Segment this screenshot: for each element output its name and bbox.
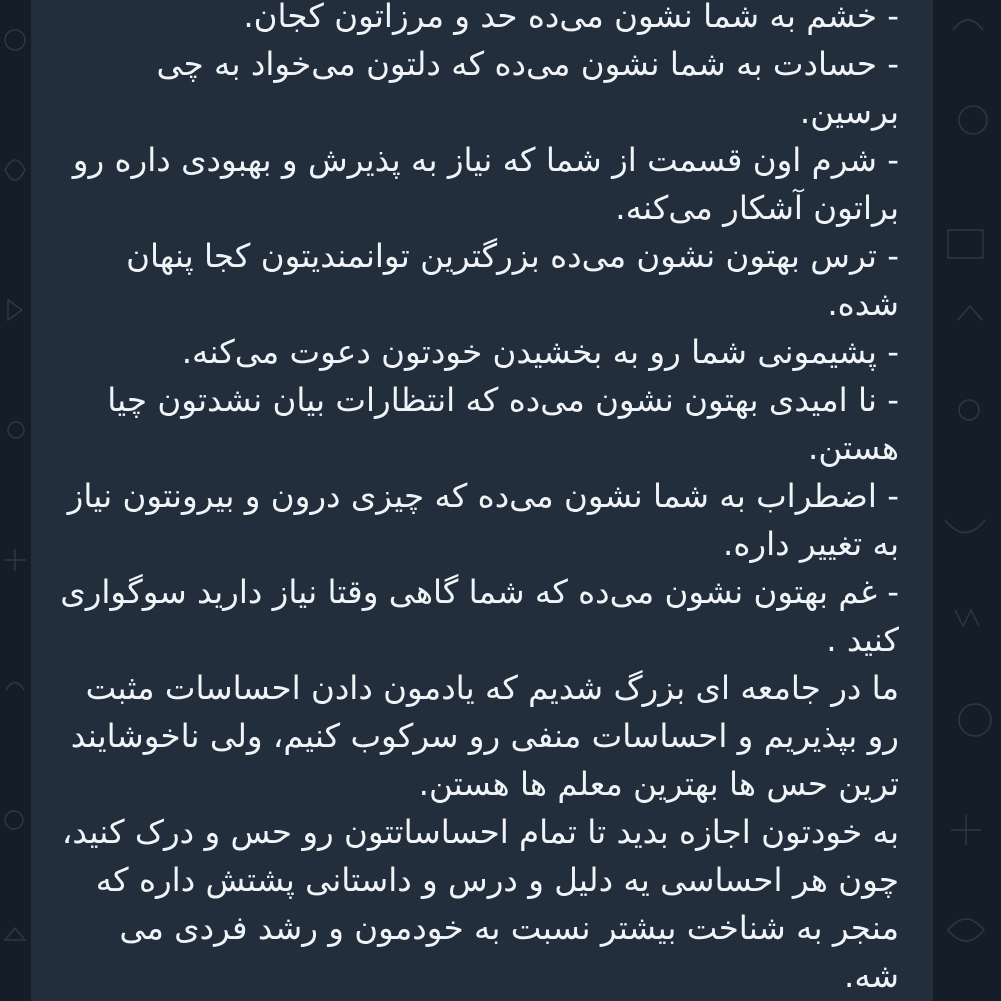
message-line: - غم بهتون نشون می‌ده که شما گاهی وقتا نیاز دارید سوگواری کنید .: [60, 573, 899, 659]
message-line: - پشیمونی شما رو به بخشیدن خودتون دعوت می‌کنه.: [181, 333, 899, 371]
chat-wallpaper-doodles-right: [933, 0, 1001, 1001]
chat-wallpaper-doodles-left: [0, 0, 31, 1001]
message-line: - نا امیدی بهتون نشون می‌ده که انتظارات بیان نشدتون چیا هستن.: [107, 381, 899, 467]
message-text: [31, 0, 899, 1000]
message-bubble[interactable]: [31, 0, 933, 1001]
message-line: ما در جامعه ای بزرگ شدیم که یادمون دادن احساسات مثبت رو بپذیریم و احساسات منفی رو سرکوب کنیم، ولی ناخوشایند ترین حس ها بهترین معلم ها هستن.: [70, 669, 899, 803]
message-line: - حسادت به شما نشون می‌ده که دلتون می‌خواد به چی برسین.: [156, 45, 899, 131]
message-line: - ترس بهتون نشون می‌ده بزرگترین توانمندیتون کجا پنهان شده.: [126, 237, 899, 323]
message-line: - شرم اون قسمت از شما که نیاز به پذیرش و بهبودی داره رو براتون آشکار می‌کنه.: [72, 141, 899, 227]
message-line: به خودتون اجازه بدید تا تمام احساساتتون رو حس و درک کنید، چون هر احساسی یه دلیل و درس و داستانی پشتش داره که منجر به شناخت بیشتر نسبت به خودمون و رشد فردی می شه.: [61, 813, 899, 995]
message-line: - اضطراب به شما نشون می‌ده که چیزی درون و بیرونتون نیاز به تغییر داره.: [67, 477, 899, 563]
message-line: - خشم به شما نشون می‌ده حد و مرزاتون کجان.: [243, 0, 899, 35]
